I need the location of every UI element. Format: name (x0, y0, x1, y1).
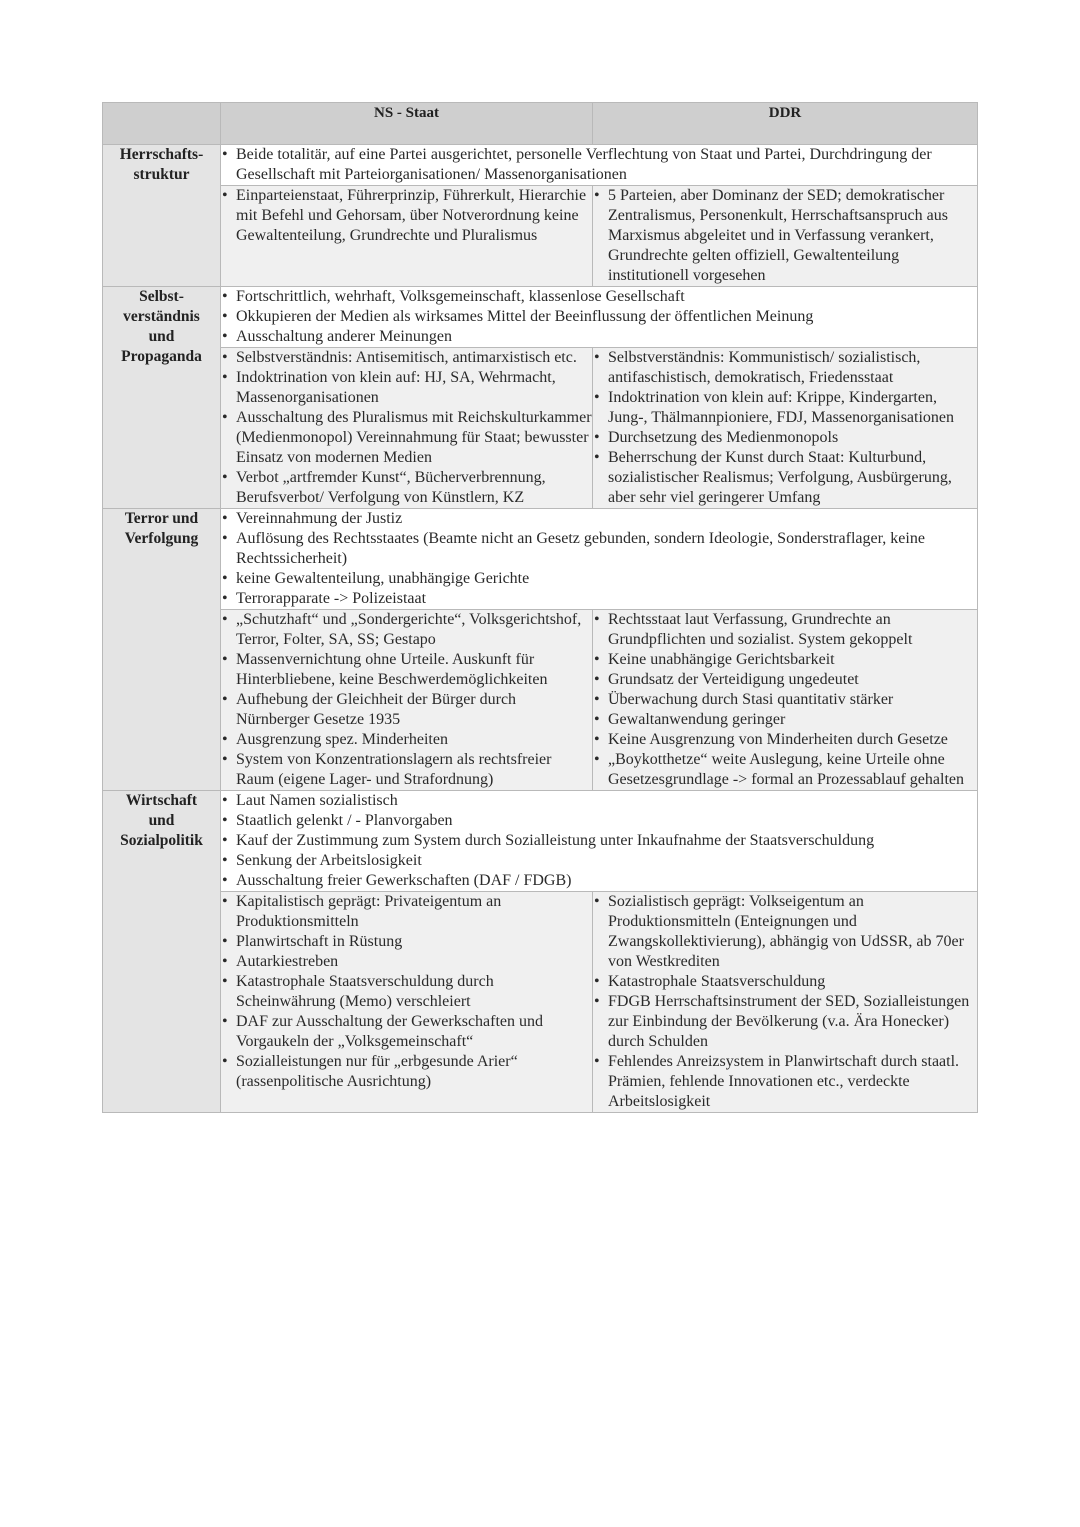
bullet-item: • Terrorapparate -> Polizeistaat (236, 589, 977, 609)
row-label-text: Selbst- verständnis und Propaganda (121, 288, 202, 365)
bullet-item: • Gewaltanwendung geringer (608, 710, 977, 730)
bullet-item: • Katastrophale Staatsverschuldung durch Scheinwährung (Memo) verschleiert (236, 972, 592, 1012)
bullet-item: • Indoktrination von klein auf: HJ, SA, Wehrmacht, Massenorganisationen (236, 368, 592, 408)
bullet-item: • Kauf der Zustimmung zum System durch Sozialleistung unter Inkaufnahme der Staatsverschuldung (236, 831, 977, 851)
row-label-text: Wirtschaft und Sozialpolitik (120, 792, 203, 849)
shared-cell-wirtschaft-sozialpolitik (221, 791, 978, 892)
section-row-herrschaftsstruktur-compare (103, 186, 978, 287)
shared-cell-selbstverstaendnis-propaganda (221, 287, 978, 348)
bullet-item: • Senkung der Arbeitslosigkeit (236, 851, 977, 871)
bullet-item: • keine Gewaltenteilung, unabhängige Gerichte (236, 569, 977, 589)
row-label-terror-verfolgung (103, 509, 221, 791)
row-label-herrschaftsstruktur (103, 145, 221, 287)
ddr-bullet-list (593, 348, 977, 508)
ns-bullet-list (221, 348, 592, 508)
ddr-cell-herrschaftsstruktur (593, 186, 978, 287)
bullet-item: • Indoktrination von klein auf: Krippe, Kindergarten, Jung-, Thälmannpioniere, FDJ, Massenorganisationen (608, 388, 977, 428)
bullet-item: • Laut Namen sozialistisch (236, 791, 977, 811)
bullet-item: • Massenvernichtung ohne Urteile. Auskunft für Hinterbliebene, keine Beschwerdemöglichkeiten (236, 650, 592, 690)
ns-bullet-list (221, 610, 592, 790)
ns-bullet-list (221, 186, 592, 246)
bullet-item: • Sozialleistungen nur für „erbgesunde Arier“ (rassenpolitische Ausrichtung) (236, 1052, 592, 1092)
ddr-cell-selbstverstaendnis-propaganda (593, 348, 978, 509)
section-row-herrschaftsstruktur-shared (103, 145, 978, 186)
bullet-item: • „Boykotthetze“ weite Auslegung, keine Urteile ohne Gesetzesgrundlage -> formal an Prozessablauf gehalten (608, 750, 977, 790)
table-body (103, 145, 978, 1113)
column-header-ns: NS - Staat (221, 103, 593, 145)
bullet-item: • 5 Parteien, aber Dominanz der SED; demokratischer Zentralismus, Personenkult, Herrschaftsanspruch aus Marxismus abgeleitet und in Verfassung verankert, Grundrechte gelten offiziell, Gewaltenteilung institutionell vorgesehen (608, 186, 977, 286)
ns-cell-terror-verfolgung (221, 610, 593, 791)
ns-cell-selbstverstaendnis-propaganda (221, 348, 593, 509)
bullet-item: • Staatlich gelenkt / - Planvorgaben (236, 811, 977, 831)
ddr-bullet-list (593, 610, 977, 790)
bullet-item: • Kapitalistisch geprägt: Privateigentum an Produktionsmitteln (236, 892, 592, 932)
bullet-item: • DAF zur Ausschaltung der Gewerkschaften und Vorgaukeln der „Volksgemeinschaft“ (236, 1012, 592, 1052)
bullet-item: • Auflösung des Rechtsstaates (Beamte nicht an Gesetz gebunden, sondern Ideologie, Sonderstraflager, keine Rechtssicherheit) (236, 529, 977, 569)
shared-bullet-list (221, 145, 977, 185)
shared-bullet-list (221, 287, 977, 347)
ddr-bullet-list (593, 892, 977, 1112)
header-corner-cell (103, 103, 221, 145)
shared-cell-terror-verfolgung (221, 509, 978, 610)
bullet-item: • Ausgrenzung spez. Minderheiten (236, 730, 592, 750)
bullet-item: • Keine unabhängige Gerichtsbarkeit (608, 650, 977, 670)
section-row-wirtschaft-sozialpolitik-compare (103, 892, 978, 1113)
column-header-ddr: DDR (593, 103, 978, 145)
bullet-item: • Autarkiestreben (236, 952, 592, 972)
bullet-item: • Okkupieren der Medien als wirksames Mittel der Beeinflussung der öffentlichen Meinung (236, 307, 977, 327)
bullet-item: • FDGB Herrschaftsinstrument der SED, Sozialleistungen zur Einbindung der Bevölkerung (v.a. Ära Honecker) durch Schulden (608, 992, 977, 1052)
ns-bullet-list (221, 892, 592, 1092)
row-label-wirtschaft-sozialpolitik (103, 791, 221, 1113)
bullet-item: • Aufhebung der Gleichheit der Bürger durch Nürnberger Gesetze 1935 (236, 690, 592, 730)
bullet-item: • Verbot „artfremder Kunst“, Bücherverbrennung, Berufsverbot/ Verfolgung von Künstlern, KZ (236, 468, 592, 508)
row-label-text: Terror und Verfolgung (124, 510, 199, 547)
bullet-item: • „Schutzhaft“ und „Sondergerichte“, Volksgerichtshof, Terror, Folter, SA, SS; Gestapo (236, 610, 592, 650)
ns-cell-wirtschaft-sozialpolitik (221, 892, 593, 1113)
comparison-table (102, 102, 978, 1113)
bullet-item: • Fortschrittlich, wehrhaft, Volksgemeinschaft, klassenlose Gesellschaft (236, 287, 977, 307)
bullet-item: • Katastrophale Staatsverschuldung (608, 972, 977, 992)
bullet-item: • Selbstverständnis: Kommunistisch/ sozialistisch, antifaschistisch, demokratisch, Friedensstaat (608, 348, 977, 388)
ddr-cell-wirtschaft-sozialpolitik (593, 892, 978, 1113)
section-row-selbstverstaendnis-propaganda-compare (103, 348, 978, 509)
bullet-item: • Einparteienstaat, Führerprinzip, Führerkult, Hierarchie mit Befehl und Gehorsam, über Notverordnung keine Gewaltenteilung, Grundrechte und Pluralismus (236, 186, 592, 246)
bullet-item: • Vereinnahmung der Justiz (236, 509, 977, 529)
shared-bullet-list (221, 791, 977, 891)
ddr-cell-terror-verfolgung (593, 610, 978, 791)
bullet-item: • Ausschaltung anderer Meinungen (236, 327, 977, 347)
bullet-item: • Grundsatz der Verteidigung ungedeutet (608, 670, 977, 690)
ddr-bullet-list (593, 186, 977, 286)
bullet-item: • Ausschaltung des Pluralismus mit Reichskulturkammer (Medienmonopol) Vereinnahmung für Staat; bewusster Einsatz von modernen Medien (236, 408, 592, 468)
bullet-item: • Durchsetzung des Medienmonopols (608, 428, 977, 448)
section-row-selbstverstaendnis-propaganda-shared (103, 287, 978, 348)
section-row-terror-verfolgung-compare (103, 610, 978, 791)
bullet-item: • Beherrschung der Kunst durch Staat: Kulturbund, sozialistischer Realismus; Verfolgung, Ausbürgerung, aber sehr viel geringerer Umfang (608, 448, 977, 508)
bullet-item: • Rechtsstaat laut Verfassung, Grundrechte an Grundpflichten und sozialist. System gekoppelt (608, 610, 977, 650)
bullet-item: • Ausschaltung freier Gewerkschaften (DAF / FDGB) (236, 871, 977, 891)
row-label-selbstverstaendnis-propaganda (103, 287, 221, 509)
bullet-item: • Planwirtschaft in Rüstung (236, 932, 592, 952)
bullet-item: • Keine Ausgrenzung von Minderheiten durch Gesetze (608, 730, 977, 750)
ns-cell-herrschaftsstruktur (221, 186, 593, 287)
bullet-item: • Überwachung durch Stasi quantitativ stärker (608, 690, 977, 710)
shared-cell-herrschaftsstruktur (221, 145, 978, 186)
header-row (103, 103, 978, 145)
bullet-item: • Sozialistisch geprägt: Volkseigentum an Produktionsmitteln (Enteignungen und Zwangskollektivierung), abhängig von UdSSR, ab 70er von Westkrediten (608, 892, 977, 972)
bullet-item: • Selbstverständnis: Antisemitisch, antimarxistisch etc. (236, 348, 592, 368)
row-label-text: Herrschafts- struktur (119, 146, 204, 183)
bullet-item: • Fehlendes Anreizsystem in Planwirtschaft durch staatl. Prämien, fehlende Innovationen etc., verdeckte Arbeitslosigkeit (608, 1052, 977, 1112)
bullet-item: • Beide totalitär, auf eine Partei ausgerichtet, personelle Verflechtung von Staat und Partei, Durchdringung der Gesellschaft mit Parteiorganisationen/ Massenorganisationen (236, 145, 977, 185)
section-row-terror-verfolgung-shared (103, 509, 978, 610)
bullet-item: • System von Konzentrationslagern als rechtsfreier Raum (eigene Lager- und Strafordnung) (236, 750, 592, 790)
shared-bullet-list (221, 509, 977, 609)
section-row-wirtschaft-sozialpolitik-shared (103, 791, 978, 892)
